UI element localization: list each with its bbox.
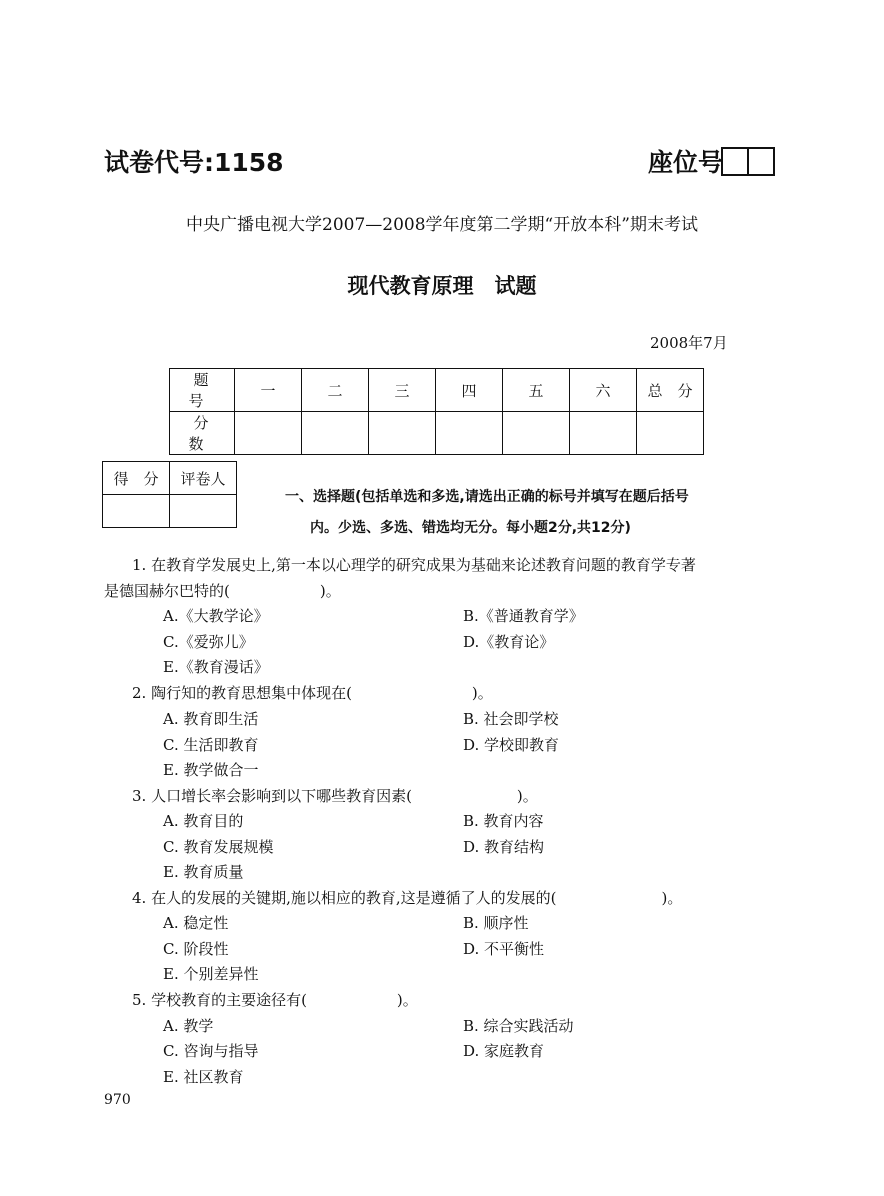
question-4-option-b: B. 顺序性: [463, 914, 529, 932]
question-4-option-c: C. 阶段性: [163, 940, 229, 958]
question-4-text: 4. 在人的发展的关键期,施以相应的教育,这是遵循了人的发展的( )。: [132, 889, 683, 907]
question-3-option-e: E. 教育质量: [163, 863, 244, 881]
page-title: 现代教育原理 试题: [347, 274, 537, 298]
question-5-option-a: A. 教学: [163, 1017, 214, 1035]
question-1-text-cont: 是德国赫尔巴特的( )。: [104, 582, 341, 600]
score-cell[interactable]: [637, 412, 704, 455]
seat-number: [648, 143, 775, 179]
score-table-header-cell: 二: [302, 369, 369, 412]
question-2-option-e: E. 教学做合一: [163, 761, 259, 779]
seat-label: 座位号: [648, 148, 724, 177]
question-1-text: 1. 在教育学发展史上,第一本以心理学的研究成果为基础来论述教育问题的教育学专著: [132, 556, 696, 574]
question-2-option-a: A. 教育即生活: [163, 710, 259, 728]
score-table-score-row: [170, 412, 704, 455]
question-2-text: 2. 陶行知的教育思想集中体现在( )。: [132, 684, 493, 702]
section-1-heading: 一、选择题(包括单选和多选,请选出正确的标号并填写在题后括号: [285, 489, 689, 505]
exam-line: 中央广播电视大学2007—2008学年度第二学期“开放本科”期末考试: [186, 215, 698, 235]
seat-box-2[interactable]: [747, 147, 775, 176]
score-cell[interactable]: [302, 412, 369, 455]
question-1-option-e: E.《教育漫话》: [163, 658, 269, 676]
question-4-option-e: E. 个别差异性: [163, 965, 259, 983]
score-table-header-cell: 总 分: [637, 369, 704, 412]
score-table-header-cell: 五: [503, 369, 570, 412]
page-number: 970: [104, 1092, 131, 1108]
question-4-option-d: D. 不平衡性: [463, 940, 545, 958]
score-table-header-cell: 题 号: [170, 369, 235, 412]
question-1-option-a: A.《大教学论》: [163, 607, 269, 625]
question-3-option-a: A. 教育目的: [163, 812, 244, 830]
question-2-option-c: C. 生活即教育: [163, 736, 259, 754]
score-table: [169, 368, 704, 455]
score-table-header-cell: 一: [235, 369, 302, 412]
grader-label: 评卷人: [170, 462, 237, 495]
question-3-option-d: D. 教育结构: [463, 838, 545, 856]
question-5-option-e: E. 社区教育: [163, 1068, 244, 1086]
score-cell[interactable]: [369, 412, 436, 455]
score-cell[interactable]: [436, 412, 503, 455]
question-3-option-b: B. 教育内容: [463, 812, 544, 830]
question-4-option-a: A. 稳定性: [163, 914, 229, 932]
question-2-option-d: D. 学校即教育: [463, 736, 560, 754]
grader-score-label: 得 分: [103, 462, 170, 495]
seat-box-1[interactable]: [721, 147, 749, 176]
exam-date: 2008年7月: [650, 334, 728, 352]
paper-code: 试卷代号:1158: [104, 148, 284, 177]
question-2-option-b: B. 社会即学校: [463, 710, 559, 728]
question-5-option-d: D. 家庭教育: [463, 1042, 545, 1060]
grader-name-cell[interactable]: [170, 495, 237, 528]
score-cell[interactable]: [570, 412, 637, 455]
grader-table: [102, 461, 237, 528]
section-1-heading-cont: 内。少选、多选、错选均无分。每小题2分,共12分): [310, 520, 631, 536]
score-table-header-cell: 四: [436, 369, 503, 412]
score-table-score-label: 分 数: [170, 412, 235, 455]
question-5-option-c: C. 咨询与指导: [163, 1042, 259, 1060]
grader-score-cell[interactable]: [103, 495, 170, 528]
question-1-option-b: B.《普通教育学》: [463, 607, 584, 625]
score-cell[interactable]: [503, 412, 570, 455]
score-table-header-cell: 六: [570, 369, 637, 412]
question-5-text: 5. 学校教育的主要途径有( )。: [132, 991, 418, 1009]
question-3-option-c: C. 教育发展规模: [163, 838, 274, 856]
score-table-header-row: [170, 369, 704, 412]
question-3-text: 3. 人口增长率会影响到以下哪些教育因素( )。: [132, 787, 538, 805]
question-1-option-c: C.《爱弥儿》: [163, 633, 254, 651]
question-1-option-d: D.《教育论》: [463, 633, 555, 651]
score-table-header-cell: 三: [369, 369, 436, 412]
question-5-option-b: B. 综合实践活动: [463, 1017, 574, 1035]
